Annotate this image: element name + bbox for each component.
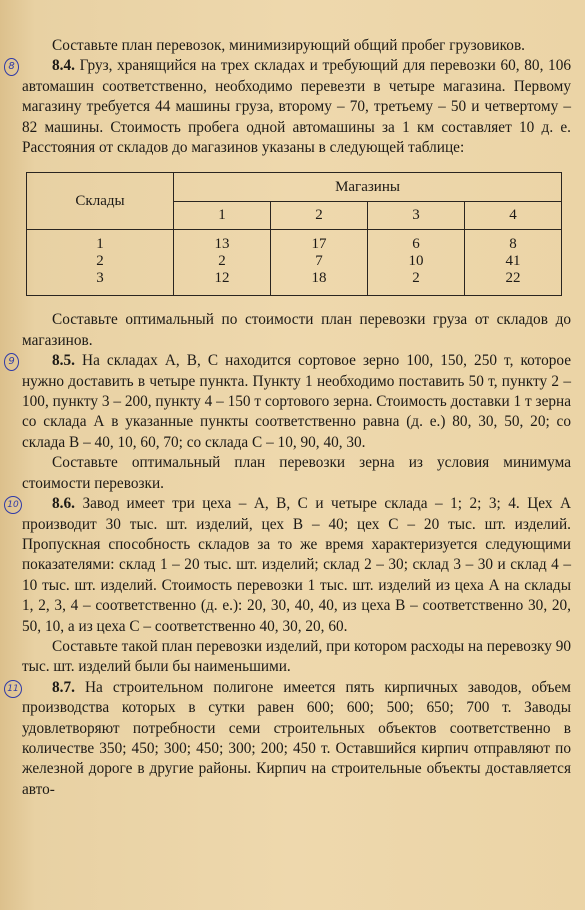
problem-8-4 xyxy=(8,56,572,158)
warehouse-number: 3 xyxy=(96,270,104,287)
distance-cell: 2 xyxy=(412,270,420,287)
problem-text: Завод имеет три цеха – А, В, С и четыре склада – 1; 2; 3; 4. Цех А производит 30 тыс. шт. изделий, цех В – 40; цех С – 20 тыс. шт. изделий. Пропускная способность складов за то же время характеризуется следующими показателями: склад 1 – 20 тыс. шт. изделий; склад 2 – 30; склад 3 – 30 и склад 4 – 10 тыс. шт. изделий. Стоимость перевозки 1 тыс. шт. изделий из цеха А на склады 1, 2, 3, 4 – соответственно (д. е.): 20, 30, 40, 40, из цеха В – соответственно 30, 20, 50, 10, а из цеха С – соответственно 40, 30, 20, 60. xyxy=(22,495,572,635)
distance-cell: 17 xyxy=(311,236,327,253)
distance-cell: 10 xyxy=(408,253,424,270)
store-column-2 xyxy=(271,230,368,296)
distance-cell: 8 xyxy=(509,236,517,253)
handwritten-number-mark: 8 xyxy=(4,58,19,76)
problem-text: На складах А, В, С находится сортовое зерно 100, 150, 250 т, которое нужно доставить в четыре пункта. Пункту 1 необходимо поставить 50 т, пункту 2 – 100, пункту 3 – 200, пункту 4 – 150 т сортового зерна. Стоимость доставки 1 т зерна со склада А в указанные пункты соответственно равна (д. е.) 80, 30, 50, 20; со склада В – 40, 10, 60, 70; со склада С – 10, 90, 40, 30. xyxy=(22,352,571,451)
problem-number: 8.6. xyxy=(52,495,75,513)
problem-number: 8.7. xyxy=(52,678,75,696)
intro-line: Составьте план перевозок, минимизирующий общий пробег грузовиков. xyxy=(52,37,526,54)
distance-cell: 18 xyxy=(311,270,327,287)
distance-cell: 22 xyxy=(505,270,521,287)
distance-cell: 6 xyxy=(412,236,420,253)
problem-8-7 xyxy=(7,678,571,800)
problem-number: 8.4. xyxy=(52,57,75,75)
store-column-1 xyxy=(174,230,271,296)
store-number: 4 xyxy=(465,201,562,230)
problem-text: На строительном полигоне имеется пять кирпичных заводов, объем производства которых в сутки равен 600; 600; 500; 650; 700 т. Заводы удовлетворяют потребности семи строительных объектов соответственно в количестве 350; 450; 300; 450; 300; 200; 450 т. Оставшийся кирпич отправляют по железной дороге в другие районы. Кирпич на строительные объекты доставляется авто- xyxy=(22,678,571,798)
store-column-4 xyxy=(465,230,562,296)
distance-cell: 13 xyxy=(214,236,230,253)
distance-cell: 41 xyxy=(505,253,521,270)
problem-8-6 xyxy=(7,494,572,637)
distance-cell: 2 xyxy=(218,253,226,270)
task-8-4: Составьте оптимальный по стоимости план перевозки груза от складов до магазинов. xyxy=(22,311,571,349)
problem-8-5 xyxy=(8,351,571,453)
warehouse-column xyxy=(27,230,174,296)
problem-text: Груз, хранящийся на трех складах и требующий для перевозки 60, 80, 106 автомашин соответственно, необходимо перевезти в четыре магазина. Первому магазину требуется 44 машины груза, второму – 70, третьему – 50 и четвертому – 82 машины. Стоимость пробега одной автомашины за 1 км составляет 10 д. е. Расстояния от складов до магазинов указаны в следующей таблице: xyxy=(22,57,572,157)
distance-cell: 12 xyxy=(214,270,230,287)
store-column-3 xyxy=(368,230,465,296)
task-8-5: Составьте оптимальный план перевозки зерна из условия минимума стоимости перевозки. xyxy=(22,454,571,492)
warehouses-header: Склады xyxy=(27,173,174,230)
warehouse-number: 1 xyxy=(96,236,104,253)
task-8-6: Составьте такой план перевозки изделий, при котором расходы на перевозку 90 тыс. шт. изделий были бы наименьшими. xyxy=(22,637,571,676)
handwritten-number-mark: 9 xyxy=(4,353,19,371)
distance-cell: 7 xyxy=(315,253,323,270)
store-number: 2 xyxy=(271,201,368,230)
handwritten-number-mark: 11 xyxy=(4,680,22,698)
store-number: 3 xyxy=(368,201,465,230)
stores-header: Магазины xyxy=(174,173,562,202)
warehouse-number: 2 xyxy=(96,253,104,270)
problem-number: 8.5. xyxy=(52,352,75,370)
handwritten-number-mark: 10 xyxy=(4,496,22,514)
distance-table xyxy=(26,172,562,296)
store-number: 1 xyxy=(174,201,271,230)
